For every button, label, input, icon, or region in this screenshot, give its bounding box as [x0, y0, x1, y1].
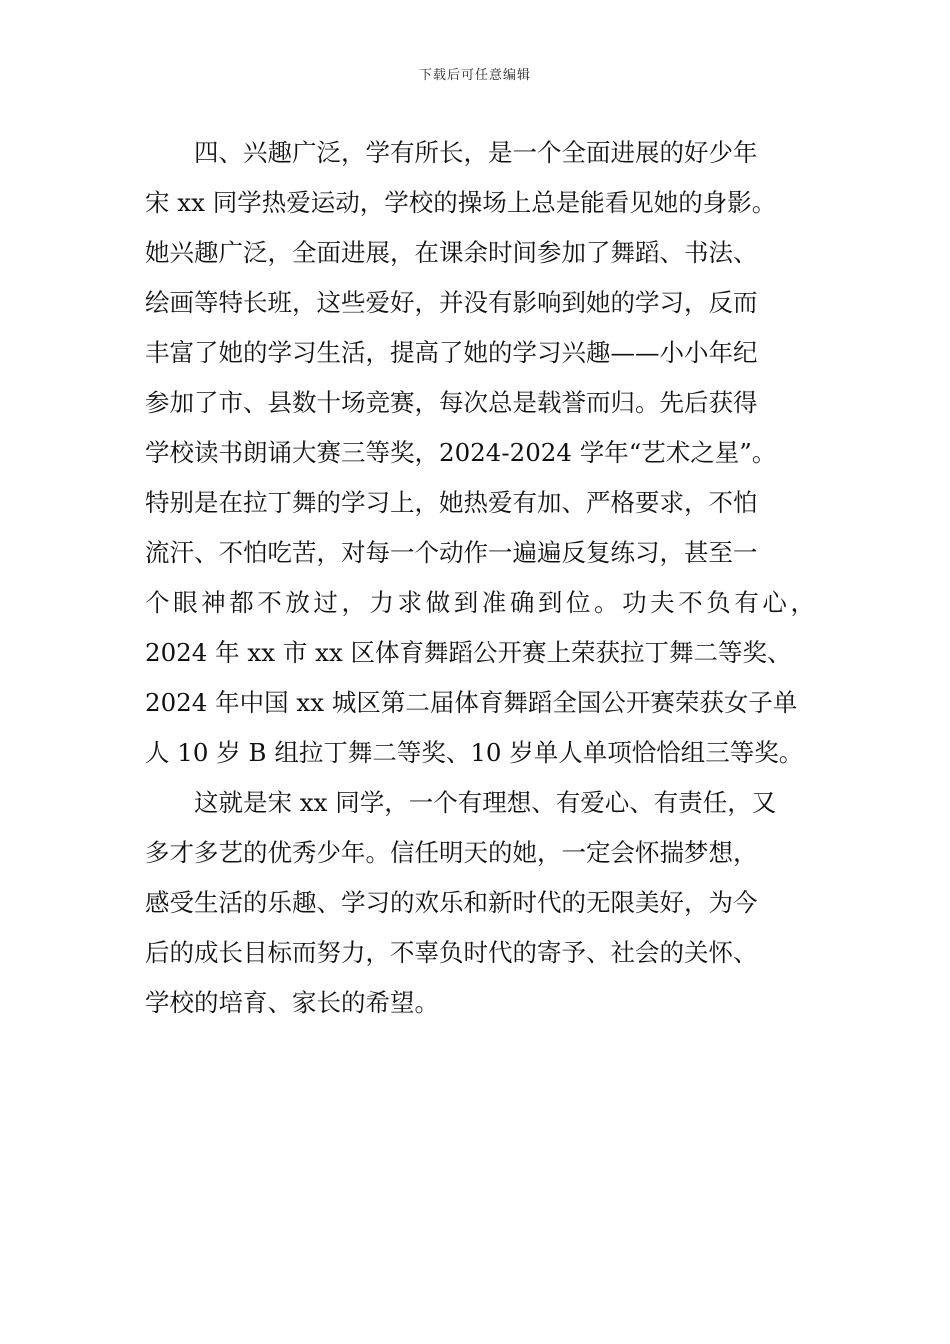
text-line: 后的成长目标而努力，不辜负时代的寄予、社会的关怀、	[145, 938, 758, 967]
text-line: 绘画等特长班，这些爱好，并没有影响到她的学习，反而	[145, 288, 758, 317]
text-line: 流汗、不怕吃苦，对每一个动作一遍遍反复练习，甚至一	[145, 538, 758, 567]
text-line: 四、兴趣广泛，学有所长，是一个全面进展的好少年	[194, 138, 758, 167]
document-body	[145, 128, 815, 1028]
text-line: 这就是宋 xx 同学，一个有理想、有爱心、有责任，又	[194, 788, 777, 817]
text-line: 学校的培育、家长的希望。	[145, 988, 439, 1017]
text-line: 学校读书朗诵大赛三等奖，2024-2024 学年“艺术之星”。	[145, 438, 777, 467]
header-note: 下载后可任意编辑	[418, 68, 531, 83]
text-line: 参加了市、县数十场竞赛，每次总是载誉而归。先后获得	[145, 388, 758, 417]
text-line: 宋 xx 同学热爱运动，学校的操场上总是能看见她的身影。	[145, 188, 777, 217]
text-line: 特别是在拉丁舞的学习上，她热爱有加、严格要求，不怕	[145, 488, 758, 517]
text-line: 丰富了她的学习生活，提高了她的学习兴趣——小小年纪	[145, 338, 758, 367]
text-line: 2024 年 xx 市 xx 区体育舞蹈公开赛上荣获拉丁舞二等奖、	[145, 638, 792, 667]
text-line: 多才多艺的优秀少年。信任明天的她，一定会怀揣梦想，	[145, 838, 758, 867]
text-line: 感受生活的乐趣、学习的欢乐和新时代的无限美好，为今	[145, 888, 758, 917]
text-line: 她兴趣广泛，全面进展，在课余时间参加了舞蹈、书法、	[145, 238, 758, 267]
text-line: 人 10 岁 B 组拉丁舞二等奖、10 岁单人单项恰恰组三等奖。	[145, 738, 804, 767]
text-line: 个眼神都不放过，力求做到准确到位。功夫不负有心，	[145, 588, 815, 617]
text-line: 2024 年中国 xx 城区第二届体育舞蹈全国公开赛荣获女子单	[145, 688, 798, 717]
